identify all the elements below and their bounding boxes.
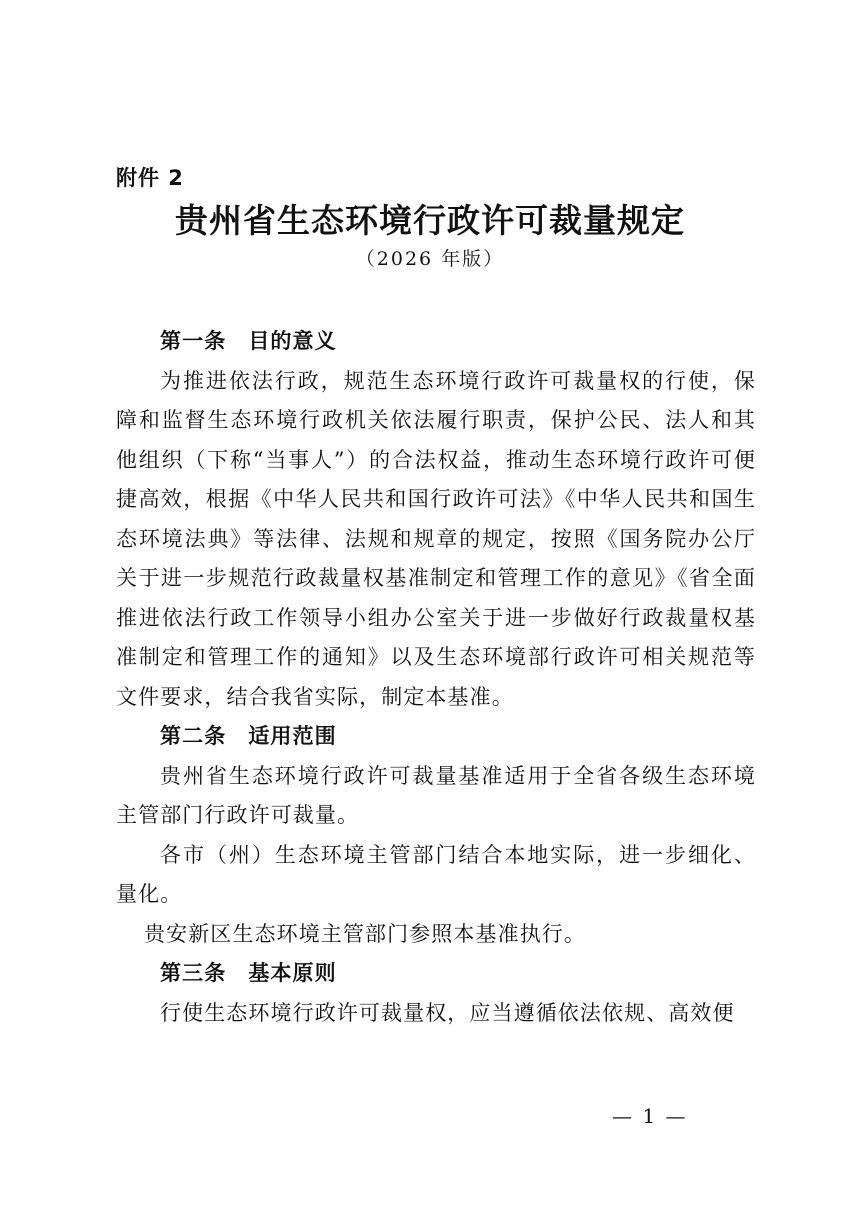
article-paragraph: 各市（州）生态环境主管部门结合本地实际，进一步细化、量化。: [116, 842, 756, 906]
article-paragraph: 为推进依法行政，规范生态环境行政许可裁量权的行使，保障和监督生态环境行政机关依法履行职责，保护公民、法人和其他组织（下称“当事人”）的合法权益，推动生态环境行政许可便捷高效，根据《中华人民共和国行政许可法》《中华人民共和国生态环境法典》等法律、法规和规章的规定，按照《国务院办公厅关于进一步规范行政裁量权基准制定和管理工作的意见》《省全面推进依法行政工作领导小组办公室关于进一步做好行政裁量权基准制定和管理工作的通知》以及生态环境部行政许可相关规范等文件要求，结合我省实际，制定本基准。: [116, 368, 756, 709]
article-title: 基本原则: [248, 961, 337, 985]
page-number: — 1 —: [612, 1104, 688, 1128]
article-paragraph: 行使生态环境行政许可裁量权，应当遵循依法依规、高效便: [160, 1000, 735, 1025]
article-paragraph: 贵安新区生态环境主管部门参照本基准执行。: [144, 921, 586, 946]
article-paragraph: 贵州省生态环境行政许可裁量基准适用于全省各级生态环境主管部门行政许可裁量。: [116, 763, 756, 827]
article-heading: [116, 322, 756, 362]
article-number: 第一条: [160, 329, 227, 353]
article-heading: [116, 717, 756, 757]
document-body: [116, 322, 756, 1033]
document-title: 贵州省生态环境行政许可裁量规定: [175, 201, 685, 240]
article-title: 适用范围: [248, 724, 337, 748]
attachment-label: 附件 2: [116, 166, 184, 190]
document-subtitle: （2026 年版）: [355, 248, 505, 270]
article-number: 第二条: [160, 724, 227, 748]
article-number: 第三条: [160, 961, 227, 985]
article-heading: [116, 954, 756, 994]
article-title: 目的意义: [248, 329, 337, 353]
